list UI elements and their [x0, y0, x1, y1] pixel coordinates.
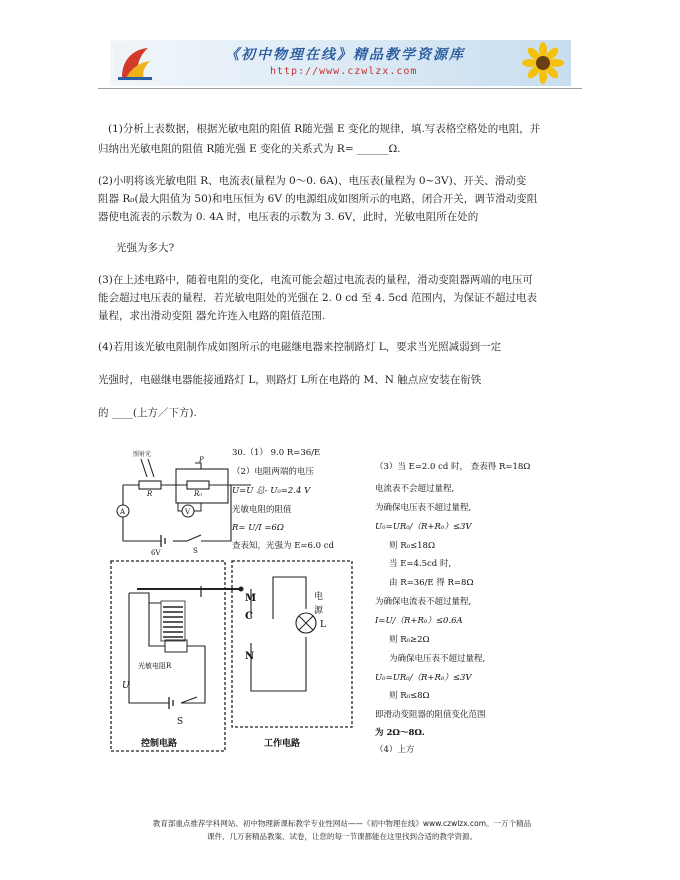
- question-3-line-1: (3)在上述电路中，随着电阻的变化，电流可能会超过电流表的量程，滑动变阻器两端的电压可: [98, 274, 533, 286]
- question-3-line-2: 能会超过电压表的量程．若光敏电阻处的光强在 2. 0 cd 至 4. 5cd 范围内，为保证不超过电表: [98, 292, 537, 304]
- r-label: R: [147, 490, 153, 498]
- source-label: 源: [314, 606, 324, 616]
- question-2-line-3: 器使电流表的示数为 0. 4A 时，电压表的示数为 3. 6V，此时，光敏电阻所在处的: [98, 211, 479, 223]
- question-1-line-2: 归纳出光敏电阻的阻值 R随光强 E 变化的关系式为 R= ______Ω.: [98, 143, 401, 155]
- lamp-l-label: L: [320, 620, 326, 630]
- light-label: 照射光: [133, 451, 152, 458]
- question-4-line-1: (4)若用该光敏电阻制作成如图所示的电磁继电器来控制路灯 L，要求当光照减弱到一定: [98, 341, 502, 353]
- source-label: 电: [314, 592, 324, 602]
- footer-line: 教育部重点推荐学科网站、初中物理新课标教学专业性网站——《初中物理在线》www.czwlzx.com。一万个精品: [152, 819, 532, 828]
- answer-right-line: 由 R=36/E 得 R=8Ω: [389, 578, 474, 588]
- control-circuit-label: 控制电路: [141, 739, 178, 749]
- answer-right-line: U₀=UR₀/（R+R₀）≤3V: [375, 522, 472, 532]
- answer-right-line: 当 E=4.5cd 时,: [389, 559, 452, 569]
- header-banner: [110, 40, 571, 86]
- r0-label: R₀: [194, 490, 203, 498]
- question-4-line-3: 的 ____(上方／下方).: [98, 407, 197, 419]
- answer-right-line: 电流表不会超过量程,: [375, 484, 455, 494]
- supply-u-label: U: [122, 681, 130, 691]
- question-2-line-2: 阻器 R₀(最大阻值为 50)和电压恒为 6V 的电源组成如图所示的电路，闭合开关，调节滑动变阻: [98, 193, 538, 205]
- answer-right-line: （4）上方: [375, 745, 415, 754]
- switch-s-label: S: [177, 717, 184, 727]
- contact-n-label: N: [245, 651, 255, 662]
- answer-right-line: 为 2Ω～8Ω.: [375, 728, 425, 738]
- answer-right-line: 为确保电压表不超过量程,: [375, 503, 472, 513]
- banner-url: http://www.czwlzx.com: [270, 66, 418, 77]
- question-2-line-1: (2)小明将该光敏电阻 R、电流表(量程为 0～0. 6A)、电压表(量程为 0~3V)、开关、滑动变: [98, 175, 527, 187]
- ammeter-icon: A: [120, 508, 126, 516]
- answer-mid-line: （2）电阻两端的电压: [232, 467, 314, 477]
- switch-label: S: [193, 547, 198, 555]
- photoresistor-label: 光敏电阻R: [138, 662, 172, 670]
- battery-label: 6V: [151, 549, 161, 557]
- answer-right-line: 则 R₀≥2Ω: [389, 635, 430, 645]
- answer-right-line: 为确保电压表不超过量程,: [389, 654, 486, 664]
- answer-mid-line: U=U 总- U₀=2.4 V: [232, 486, 311, 496]
- answer-right-line: I=U/（R+R₀）≤0.6A: [375, 616, 463, 626]
- voltmeter-icon: V: [185, 508, 191, 516]
- question-2-line-4: 光强为多大?: [116, 242, 175, 254]
- answer-figure: [101, 441, 568, 754]
- site-logo-icon: [114, 43, 156, 83]
- answer-right-line: （3）当 E=2.0 cd 时， 查表得 R=18Ω: [375, 462, 531, 472]
- question-4-line-2: 光强时，电磁继电器能接通路灯 L，则路灯 L所在电路的 M、N 触点应安装在衔铁: [98, 374, 482, 386]
- question-3-line-3: 量程，求出滑动变阻 器允许连入电路的阻值范围.: [98, 310, 326, 322]
- contact-m-label: M: [245, 593, 257, 604]
- answer-right-line: U₀=UR₀/（R+R₀）≤3V: [375, 673, 472, 683]
- answer-right-line: 则 R₀≤18Ω: [389, 541, 435, 551]
- footer-line: 课件、几万套精品教案、试卷，让您的每一节课都能在这里找到合适的教学资源。: [207, 832, 477, 841]
- sunflower-icon: [513, 41, 569, 85]
- answer-right-line: 为确保电流表不超过量程,: [375, 597, 472, 607]
- answer-mid-line: 光敏电阻的阻值: [232, 505, 292, 515]
- contact-c-label: C: [245, 611, 253, 622]
- answer-right-line: 则 R₀≤8Ω: [389, 691, 430, 701]
- answer-mid-line: R= U/I =6Ω: [232, 523, 284, 533]
- question-1-line-1: (1)分析上表数据，根据光敏电阻的阻值 R随光强 E 变化的规律，填.写表格空格处的电阻，并: [108, 123, 541, 135]
- work-circuit-label: 工作电路: [264, 739, 301, 749]
- banner-title: 《初中物理在线》精品教学资源库: [225, 47, 465, 63]
- header-divider: [98, 88, 582, 89]
- footer-notice: [96, 817, 588, 843]
- answer-mid-line: 30.（1） 9.0 R=36/E: [232, 448, 321, 458]
- p-label: P: [199, 456, 204, 464]
- answer-right-line: 即滑动变阻器的阻值变化范围: [375, 710, 486, 720]
- answer-mid-line: 查表知，光强为 E=6.0 cd: [232, 541, 334, 551]
